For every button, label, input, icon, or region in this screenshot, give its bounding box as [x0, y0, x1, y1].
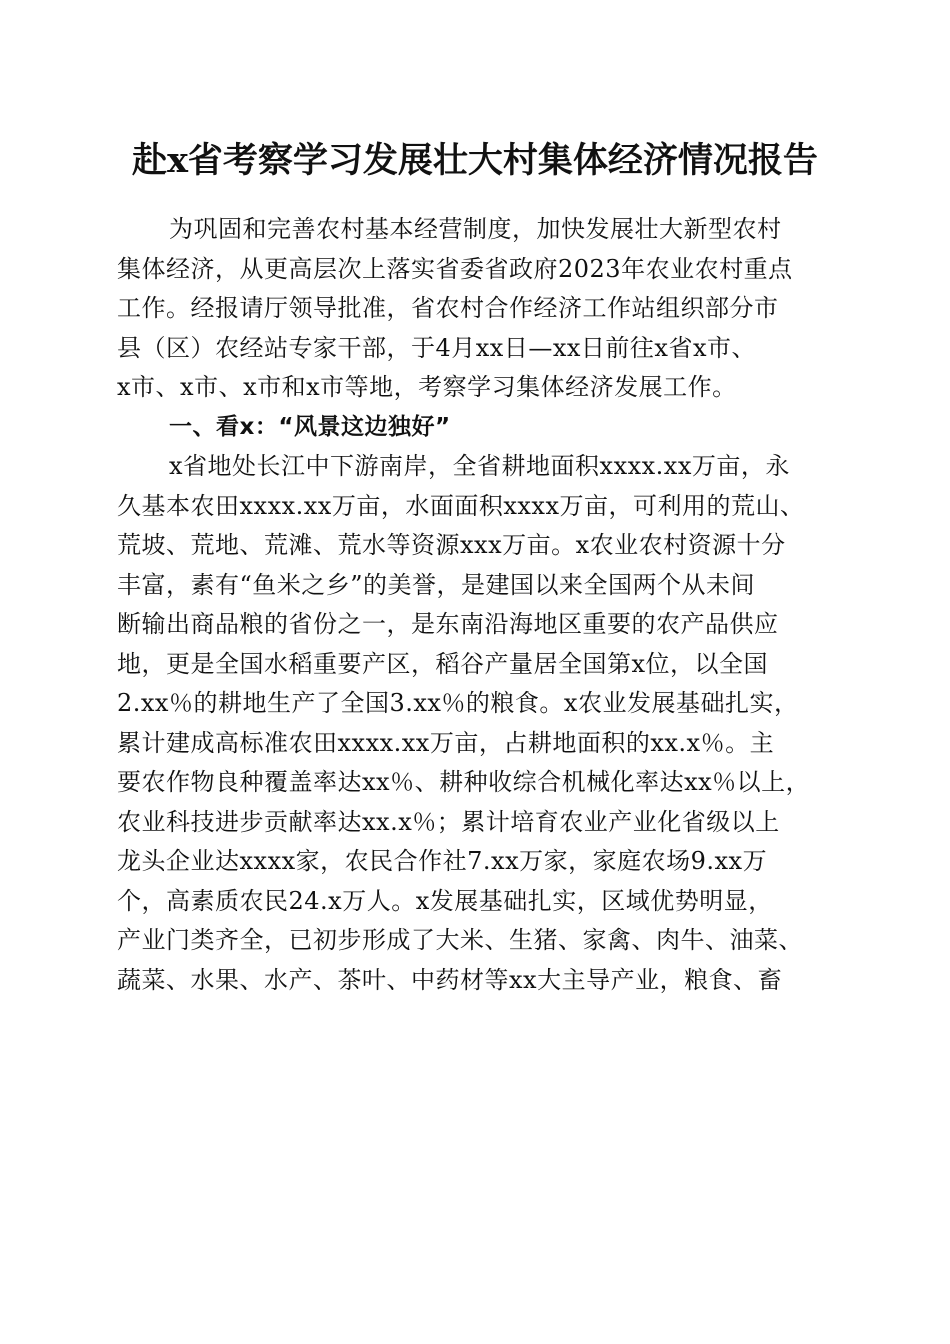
paragraph-line: 荒坡、荒地、荒滩、荒水等资源xxx万亩。x农业农村资源十分: [117, 531, 786, 559]
paragraph-line: 地，更是全国水稻重要产区，稻谷产量居全国第x位，以全国: [117, 649, 769, 678]
paragraph-line: 龙头企业达xxxx家，农民合作社7.xx万家，家庭农场9.xx万: [117, 847, 768, 875]
paragraph-line: 要农作物良种覆盖率达xx％、耕种收综合机械化率达xx％以上，: [117, 768, 811, 796]
paragraph-line: 累计建成高标准农田xxxx.xx万亩，占耕地面积的xx.x％。主: [117, 728, 775, 757]
paragraph-line: 产业门类齐全，已初步形成了大米、生猪、家禽、肉牛、油菜、: [117, 926, 803, 954]
paragraph-line: 县（区）农经站专家干部，于4月xx日—xx日前往x省x市、: [117, 333, 756, 362]
paragraph-line: x市、x市、x市和x市等地，考察学习集体经济发展工作。: [117, 373, 737, 401]
paragraph-line: 为巩固和完善农村基本经营制度，加快发展壮大新型农村: [169, 215, 782, 243]
paragraph-line: 丰富，素有“鱼米之乡”的美誉，是建国以来全国两个从未间: [117, 570, 756, 599]
paragraph-line: 蔬菜、水果、水产、茶叶、中药材等xx大主导产业，粮食、畜: [117, 965, 783, 994]
paragraph-line: x省地处长江中下游南岸，全省耕地面积xxxx.xx万亩，永: [169, 452, 790, 480]
paragraph-line: 个，高素质农民24.x万人。x发展基础扎实，区域优势明显，: [117, 886, 773, 915]
paragraph-line: 2.xx％的耕地生产了全国3.xx％的粮食。x农业发展基础扎实，: [117, 689, 799, 717]
paragraph-line: 农业科技进步贡献率达xx.x％；累计培育农业产业化省级以上: [117, 807, 780, 836]
paragraph-line: 工作。经报请厅领导批准，省农村合作经济工作站组织部分市: [117, 294, 779, 322]
paragraph-line: 久基本农田xxxx.xx万亩，水面面积xxxx万亩，可利用的荒山、: [117, 491, 805, 520]
paragraph-line: 断输出商品粮的省份之一，是东南沿海地区重要的农产品供应: [117, 610, 779, 638]
document-title: 赴x省考察学习发展壮大村集体经济情况报告: [132, 140, 818, 181]
document-body: [117, 210, 837, 1000]
paragraph-line: 集体经济，从更高层次上落实省委省政府2023年农业农村重点: [117, 254, 793, 283]
section-heading: 一、看x：“风景这边独好”: [169, 413, 451, 440]
